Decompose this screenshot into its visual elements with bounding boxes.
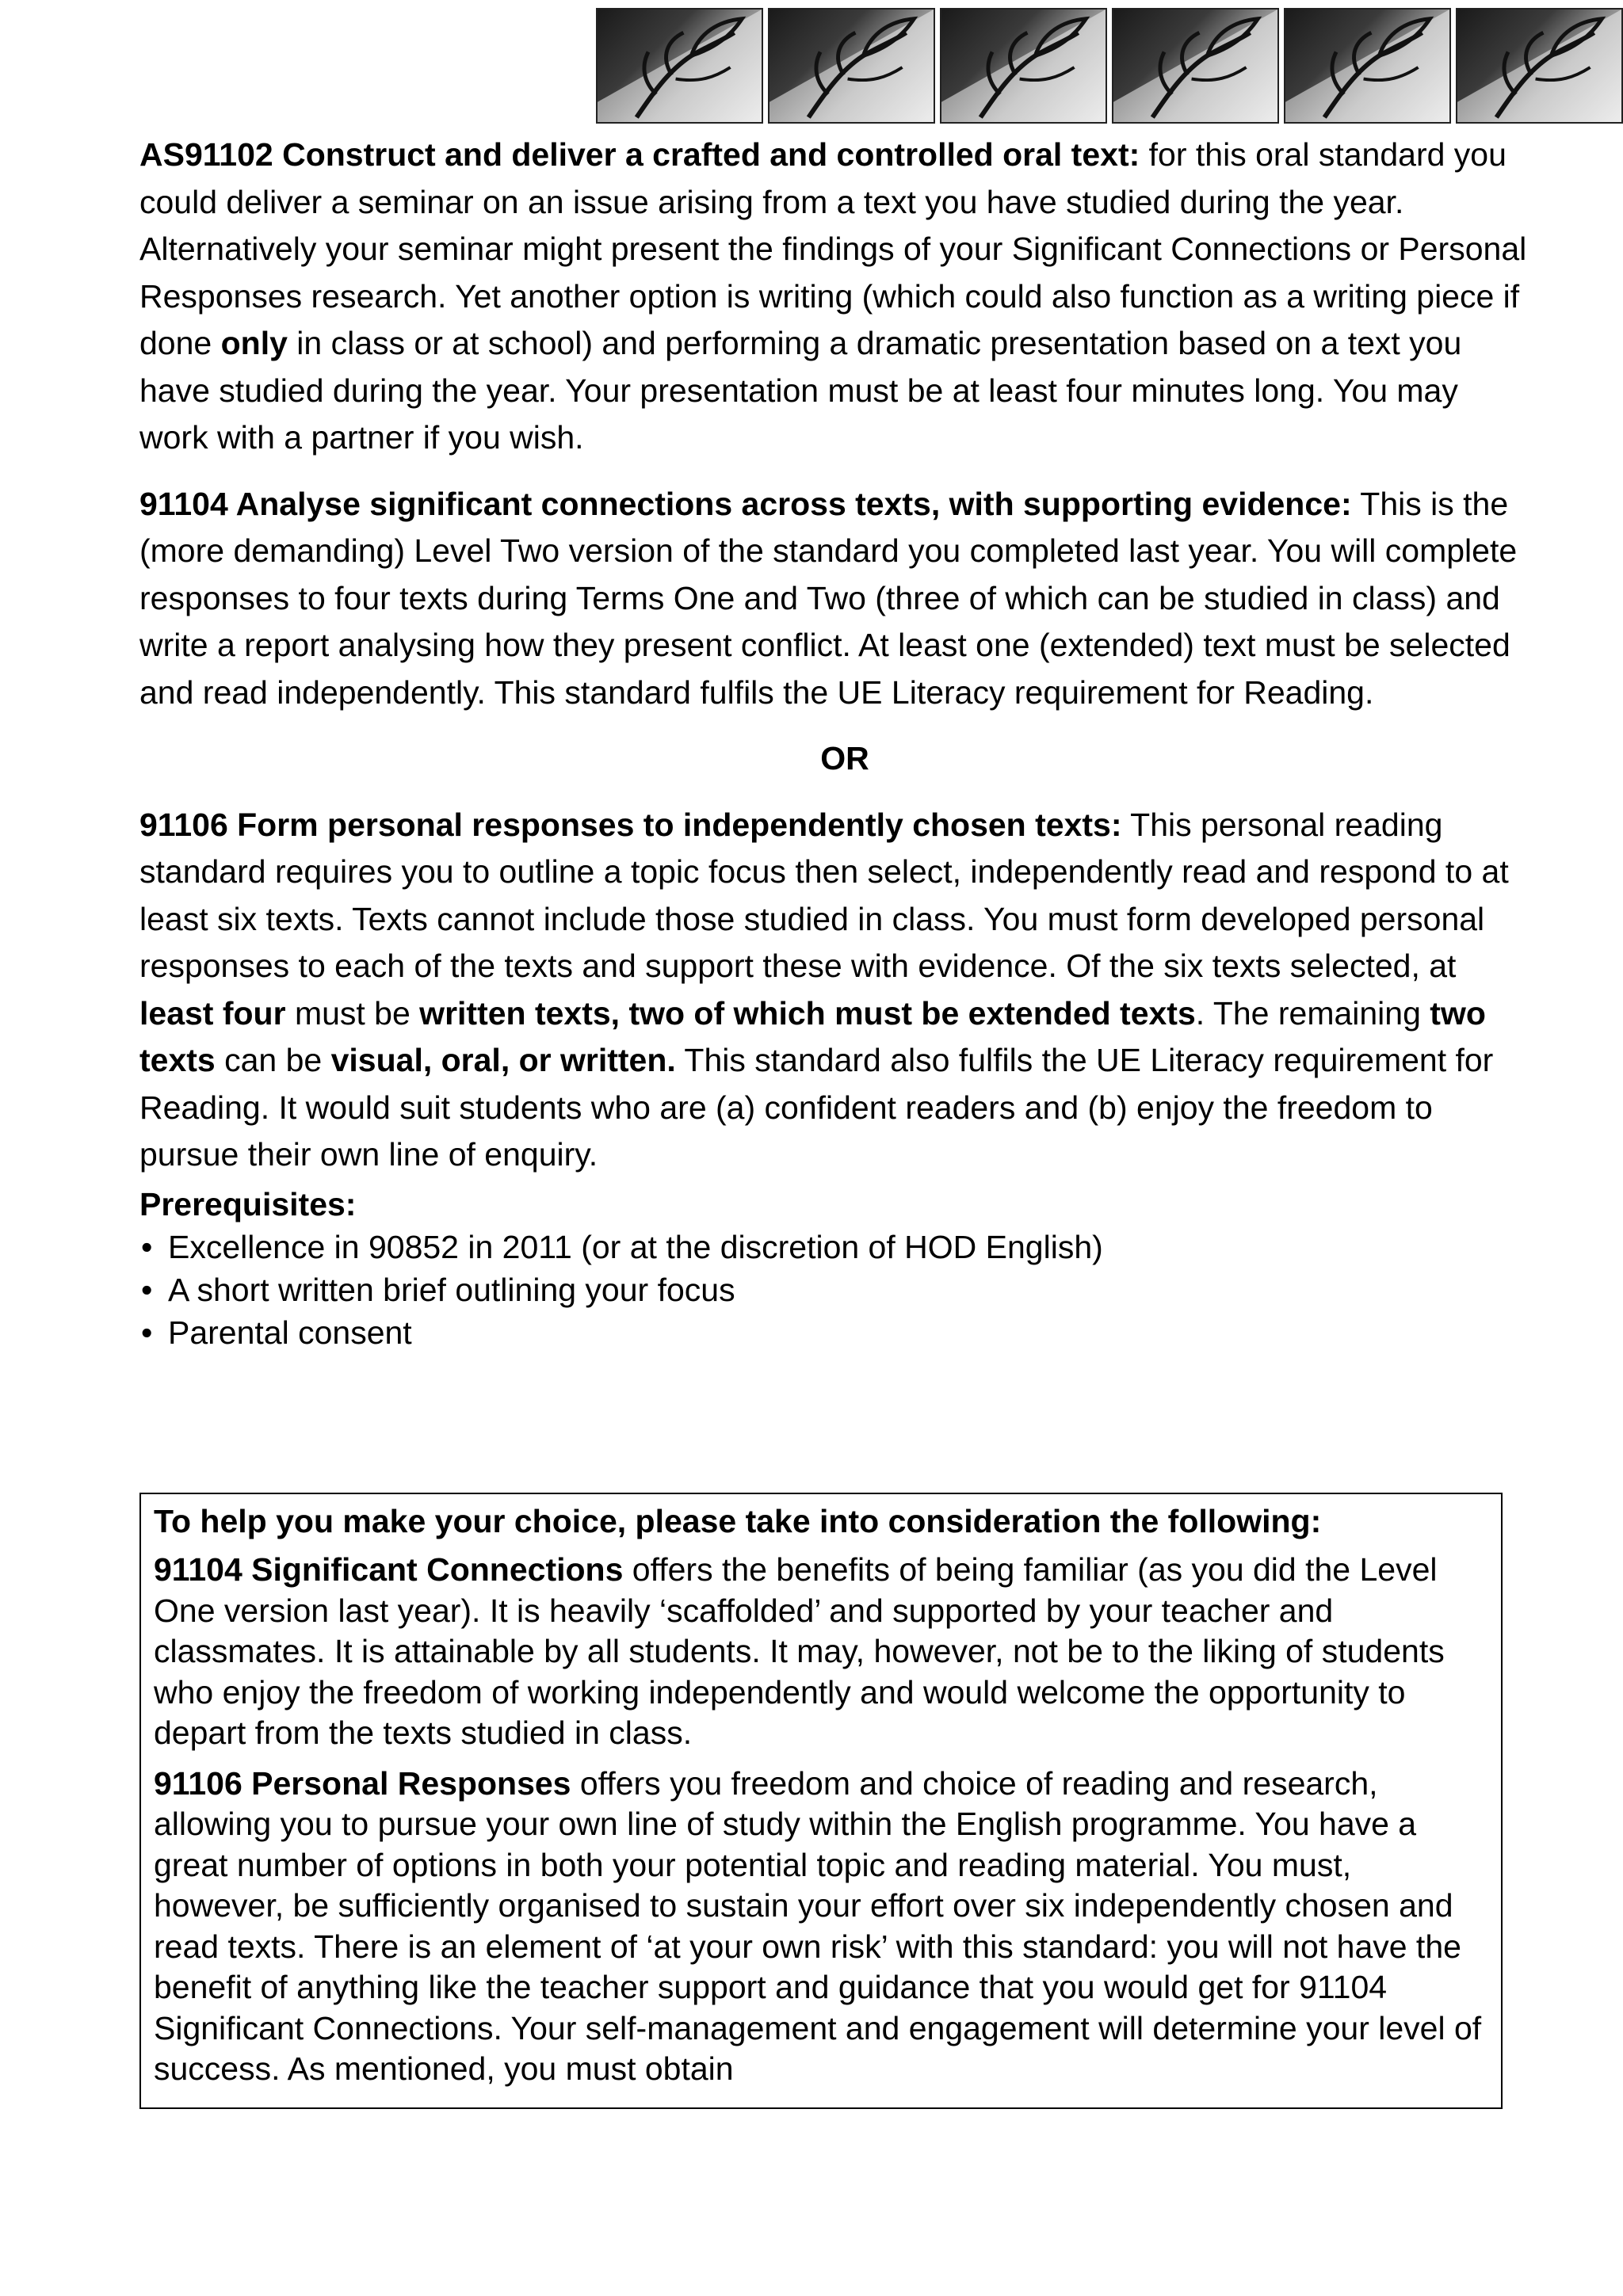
emphasis: written texts, two of which must be extended texts: [419, 994, 1196, 1032]
advice-text: offers you freedom and choice of reading and research, allowing you to pursue your own line of study within the English programme. You have a great number of options in both your potential topic and reading material. You must, however, be sufficiently organised to sustain your effort over six independently chosen and read texts. There is an element of ‘at your own risk’ with this standard: you will not have the benefit of anything like the teacher support and guidance that you would get for 91104 Significant Connections. Your self-management and engagement will determine your level of success. As mentioned, you must obtain: [154, 1764, 1482, 2087]
section-text: This standard also fulfils the UE Literacy requirement for Reading. It would suit students who are (a) confident readers and (b) enjoy the freedom to pursue their own line of enquiry.: [139, 1042, 1494, 1173]
section-text: can be: [215, 1042, 331, 1078]
section-text: This is the (more demanding) Level Two version of the standard you completed last year. You will complete responses to four texts during Terms One and Two (three of which can be studied in class) and write a report analysing how they present conflict. At least one (extended) text must be selected and read independently. This standard fulfils the UE Literacy requirement for Reading.: [139, 485, 1518, 711]
prerequisites-title: Prerequisites:: [139, 1185, 357, 1222]
or-separator: OR: [820, 740, 869, 776]
advice-91104: [154, 1550, 1488, 1754]
emphasis: two texts: [139, 994, 1486, 1078]
quill-icon: [940, 8, 1107, 124]
section-heading: AS91102 Construct and deliver a crafted and controlled oral text:: [139, 136, 1140, 173]
list-item: • A short written brief outlining your focus: [139, 1268, 1534, 1311]
emphasis: 91106 Personal Responses: [154, 1764, 571, 1802]
section-91104: [139, 481, 1534, 717]
advice-text: offers the benefits of being familiar (as you did the Level One version last year). It is heavily ‘scaffolded’ and supported by your teacher and classmates. It is attainable by all students. It may, however, not be to the liking of students who enjoy the freedom of working independently and would welcome the opportunity to depart from the texts studied in class.: [154, 1551, 1445, 1751]
quill-icon: [1456, 8, 1623, 124]
quill-icon: [596, 8, 763, 124]
advice-box: [139, 1493, 1503, 2109]
section-text: must be: [285, 994, 420, 1032]
section-text: . The remaining: [1195, 994, 1430, 1032]
emphasis: least four: [139, 994, 286, 1032]
quill-icon: [1112, 8, 1279, 124]
list-item: • Excellence in 90852 in 2011 (or at the discretion of HOD English): [139, 1226, 1534, 1268]
emphasis: 91104 Significant Connections: [154, 1551, 624, 1588]
section-text: in class or at school) and performing a dramatic presentation based on a text you have studied during the year. Your presentation must be at least four minutes long. You may work with a partner if you wish.: [139, 325, 1462, 456]
section-text: for this oral standard you could deliver a seminar on an issue arising from a text you have studied during the year. Alternatively your seminar might present the findings of your Significant Connections or Personal Responses research. Yet another option is writing (which could also function as a writing piece if done: [139, 136, 1527, 361]
section-heading: 91104 Analyse significant connections across texts, with supporting evidence:: [139, 485, 1352, 522]
list-item: • Parental consent: [139, 1311, 1534, 1354]
emphasis: only: [220, 325, 288, 361]
advice-box-title: To help you make your choice, please take into consideration the following:: [154, 1503, 1322, 1539]
quill-icon: [1284, 8, 1451, 124]
document-body: [139, 132, 1534, 1354]
section-text: This personal reading standard requires you to outline a topic focus then select, independently read and respond to at least six texts. Texts cannot include those studied in class. You must form developed personal responses to each of the texts and support these with evidence. Of the six texts selected, at: [139, 806, 1509, 984]
section-91106: [139, 802, 1534, 1179]
quill-icon: [768, 8, 935, 124]
quill-banner: [596, 8, 1623, 124]
advice-91106: [154, 1764, 1488, 2090]
section-heading: 91106 Form personal responses to independently chosen texts:: [139, 806, 1122, 843]
section-as91102: [139, 132, 1534, 462]
prerequisites-list: [139, 1226, 1534, 1354]
emphasis: visual, oral, or written.: [330, 1042, 676, 1078]
